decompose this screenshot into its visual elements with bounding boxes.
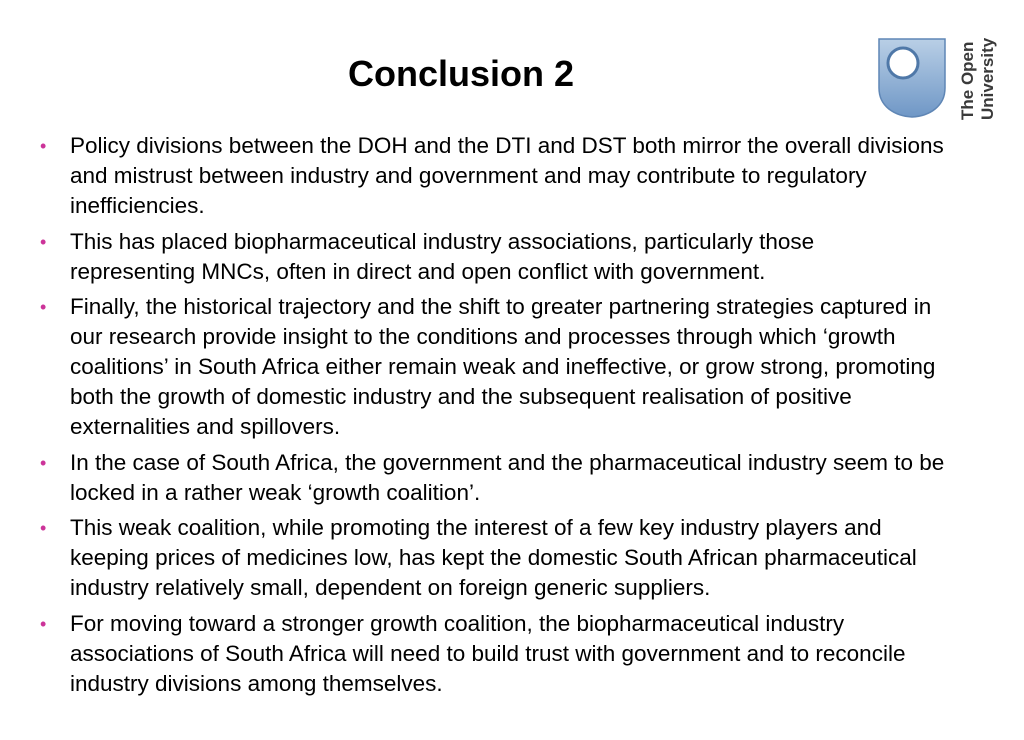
bullet-text: In the case of South Africa, the government and the pharmaceutical industry seem to be locked in a rather weak ‘growth coalition’.	[70, 449, 945, 505]
bullet-text: This weak coalition, while promoting the interest of a few key industry players and keeping prices of medicines low, has kept the domestic South African pharmaceutical industry relatively small, dependent on foreign generic suppliers.	[70, 515, 917, 600]
bullet-marker: •	[40, 518, 47, 538]
shield-icon	[876, 36, 948, 120]
slide-title: Conclusion 2	[347, 53, 575, 94]
bullet-marker: •	[40, 452, 47, 473]
bullet-marker: •	[40, 136, 47, 156]
bullet-list	[40, 131, 945, 704]
bullet-item	[40, 292, 945, 442]
bullet-marker: •	[40, 231, 47, 252]
bullet-text: This has placed biopharmaceutical industry associations, particularly those representing MNCs, often in direct and open conflict with government.	[70, 228, 815, 284]
bullet-item	[40, 513, 945, 603]
bullet-item	[40, 227, 945, 287]
bullet-text: For moving toward a stronger growth coalition, the biopharmaceutical industry associations of South Africa will need to build trust with government and to reconcile industry divisions among themselves.	[70, 610, 906, 696]
bullet-text: Policy divisions between the DOH and the DTI and DST both mirror the overall divisions and mistrust between industry and government and may contribute to regulatory inefficiencies.	[70, 133, 944, 218]
bullet-marker: •	[40, 297, 47, 317]
bullet-item	[40, 609, 945, 699]
bullet-text: Finally, the historical trajectory and the shift to greater partnering strategies captured in our research provide insight to the conditions and processes through which ‘growth coalitions’ in South Africa either remain weak and ineffective, or grow strong, promoting both the growth of domestic industry and the subsequent realisation of positive externalities and spillovers.	[70, 294, 936, 439]
bullet-item	[40, 448, 945, 508]
logo-wordmark	[955, 38, 997, 122]
logo-line-1: The Open	[958, 41, 977, 120]
bullet-marker: •	[40, 613, 47, 634]
logo-line-2: University	[978, 38, 997, 120]
bullet-item	[40, 131, 945, 221]
